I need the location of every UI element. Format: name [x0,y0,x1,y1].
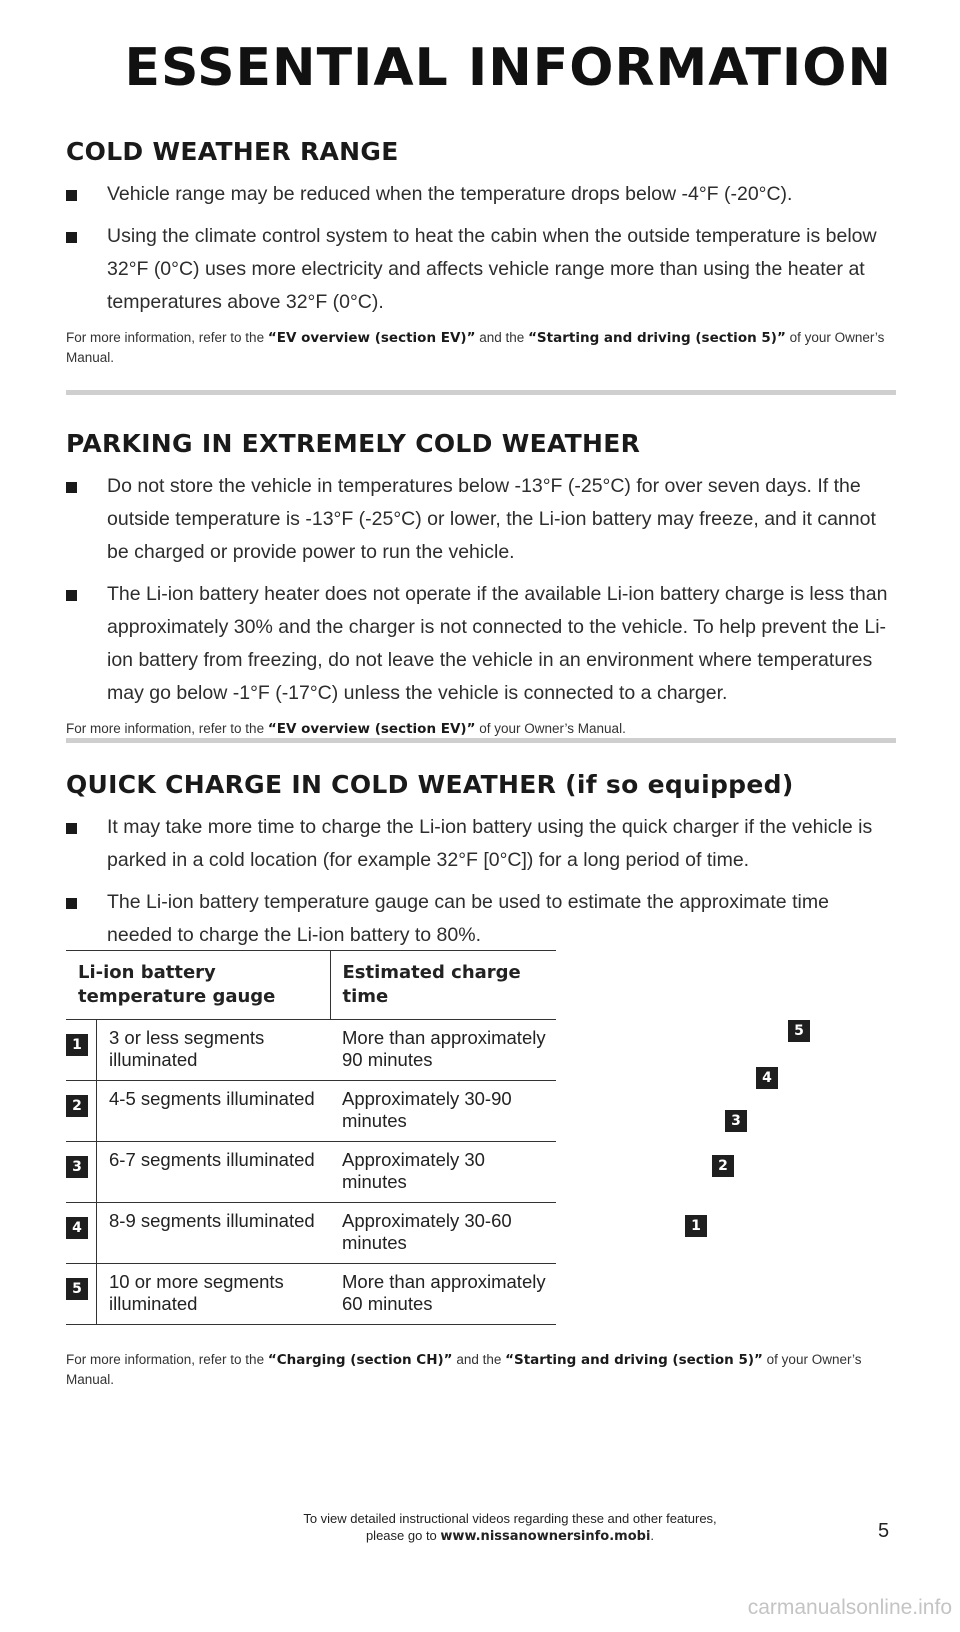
watermark: carmanualsonline.info [747,1596,952,1619]
gauge-cell: 4-5 segments illuminated [97,1081,331,1142]
section-heading: QUICK CHARGE IN COLD WEATHER (if so equipped) [66,770,794,799]
time-cell: Approximately 30-90 minutes [330,1081,556,1142]
gauge-cell: 3 or less segments illuminated [97,1020,331,1081]
page-number: 5 [878,1520,890,1542]
bullet-item: The Li-ion battery heater does not operate if the available Li-ion battery charge is less than approximately 30% and the charger is not connected to the vehicle. To help prevent the Li-ion battery from freezing, do not leave the vehicle in an environment where temperatures may go below -1°F (-17°C) unless the vehicle is connected to a charger. [66,578,896,710]
charge-time-table-wrapper [66,950,556,1325]
gauge-marker-1: 1 [685,1215,707,1237]
reference-note: For more information, refer to the “EV overview (section EV)” of your Owner’s Manual. [66,721,626,737]
section-divider [66,738,896,743]
bullet-list [66,178,896,319]
reference-note: For more information, refer to the “Charging (section CH)” and the “Starting and driving (section 5)” of your Owner’s Manual. [66,1352,862,1387]
number-badge: 4 [66,1217,88,1239]
table-row [66,1142,556,1203]
gauge-marker-4: 4 [756,1067,778,1089]
number-badge: 3 [66,1156,88,1178]
footer-note: To view detailed instructional videos regarding these and other features, please go to www.nissanownersinfo.mobi. [303,1511,717,1544]
section-divider [66,390,896,395]
gauge-marker-3: 3 [725,1110,747,1132]
bullet-item: Using the climate control system to heat the cabin when the outside temperature is below 32°F (0°C) uses more electricity and affects vehicle range more than using the heater at temperatures above 32°F (0°C). [66,220,896,319]
gauge-cell: 6-7 segments illuminated [97,1142,331,1203]
time-cell: Approximately 30 minutes [330,1142,556,1203]
table-row [66,1081,556,1142]
gauge-marker-2: 2 [712,1155,734,1177]
gauge-cell: 8-9 segments illuminated [97,1203,331,1264]
table-row [66,1020,556,1081]
table-row [66,1264,556,1325]
quick-charge-section [66,770,896,961]
time-cell: Approximately 30-60 minutes [330,1203,556,1264]
table-header-row [66,951,556,1020]
cold-weather-range-section [66,137,896,368]
time-cell: More than approximately 60 minutes [330,1264,556,1325]
parking-cold-section [66,429,896,739]
charge-time-table [66,950,556,1325]
website-link[interactable]: www.nissanownersinfo.mobi [440,1529,651,1544]
bullet-list [66,811,896,952]
column-header-gauge: Li-ion battery temperature gauge [66,951,330,1020]
section-heading: COLD WEATHER RANGE [66,137,399,166]
number-badge: 5 [66,1278,88,1300]
bullet-list [66,470,896,710]
bullet-item: Vehicle range may be reduced when the temperature drops below -4°F (-20°C). [66,178,896,211]
gauge-cell: 10 or more segments illuminated [97,1264,331,1325]
gauge-marker-5: 5 [788,1020,810,1042]
number-badge: 1 [66,1034,88,1056]
time-cell: More than approximately 90 minutes [330,1020,556,1081]
bullet-item: It may take more time to charge the Li-ion battery using the quick charger if the vehicle is parked in a cold location (for example 32°F [0°C]) for a long period of time. [66,811,896,877]
reference-note: For more information, refer to the “EV overview (section EV)” and the “Starting and driving (section 5)” of your Owner’s Manual. [66,330,885,365]
number-badge: 2 [66,1095,88,1117]
column-header-time: Estimated charge time [330,951,556,1020]
bullet-item: The Li-ion battery temperature gauge can be used to estimate the approximate time needed to charge the Li-ion battery to 80%. [66,886,896,952]
section-heading: PARKING IN EXTREMELY COLD WEATHER [66,429,641,458]
bullet-item: Do not store the vehicle in temperatures below -13°F (-25°C) for over seven days. If the outside temperature is -13°F (-25°C) or lower, the Li-ion battery may freeze, and it cannot be charged or provide power to run the vehicle. [66,470,896,569]
page-title: ESSENTIAL INFORMATION [124,38,892,98]
table-row [66,1203,556,1264]
